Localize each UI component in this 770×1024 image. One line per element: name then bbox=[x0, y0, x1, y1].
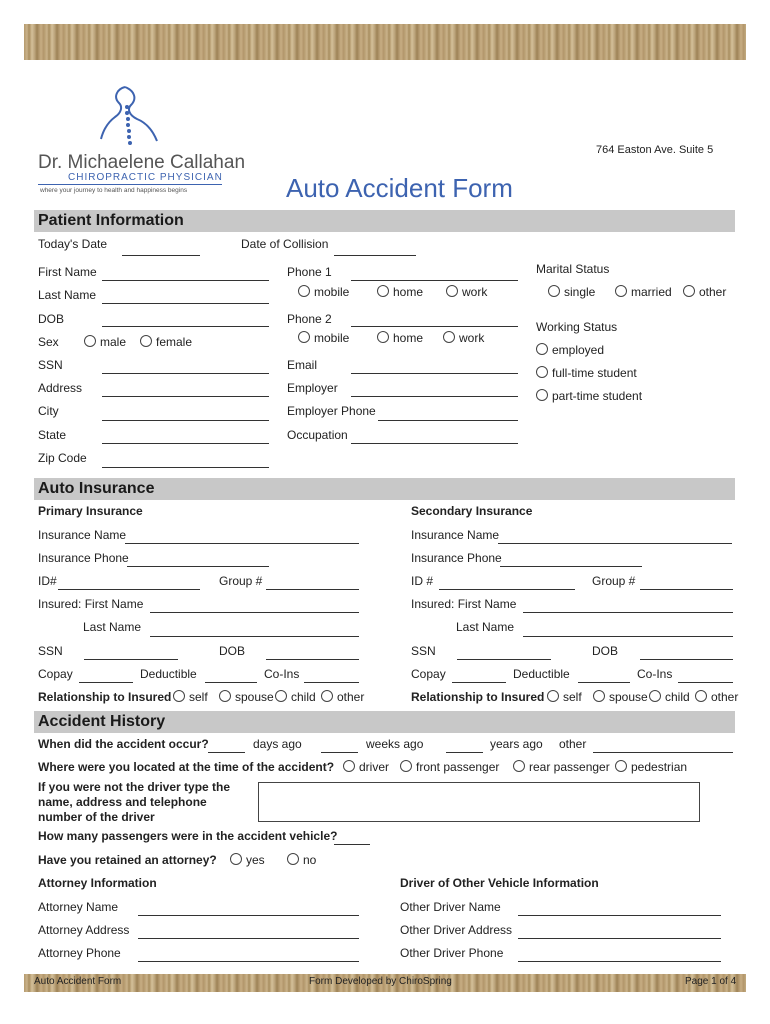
employer-phone-field[interactable] bbox=[378, 420, 518, 421]
secondary-insurance-name-field[interactable] bbox=[498, 543, 732, 544]
radio-icon[interactable] bbox=[287, 853, 299, 865]
phone2-field[interactable] bbox=[351, 326, 518, 327]
other-time-label: other bbox=[559, 737, 587, 751]
option-label: full-time student bbox=[552, 366, 637, 380]
option-label: other bbox=[711, 690, 739, 704]
first-name-label: First Name bbox=[38, 265, 97, 279]
secondary-deductible-label: Deductible bbox=[513, 667, 570, 681]
other-driver-phone-field[interactable] bbox=[518, 961, 721, 962]
radio-icon[interactable] bbox=[615, 285, 627, 297]
primary-ssn-field[interactable] bbox=[84, 659, 178, 660]
email-label: Email bbox=[287, 358, 318, 372]
option-label: child bbox=[665, 690, 690, 704]
option-label: home bbox=[393, 331, 424, 345]
primary-copay-label: Copay bbox=[38, 667, 73, 681]
option-label: female bbox=[156, 335, 193, 349]
attorney-no-option[interactable] bbox=[287, 853, 316, 867]
attorney-address-field[interactable] bbox=[138, 938, 359, 939]
secondary-ssn-label: SSN bbox=[411, 644, 436, 658]
working-employed-option[interactable] bbox=[536, 343, 604, 357]
secondary-id-field[interactable] bbox=[439, 589, 575, 590]
attorney-name-field[interactable] bbox=[138, 915, 359, 916]
date-of-collision-label: Date of Collision bbox=[241, 237, 329, 251]
phone1-mobile-option[interactable] bbox=[298, 285, 349, 299]
other-driver-name-field[interactable] bbox=[518, 915, 721, 916]
last-name-field[interactable] bbox=[102, 303, 269, 304]
secondary-insured-first-label: Insured: First Name bbox=[411, 597, 517, 611]
sex-label: Sex bbox=[38, 335, 59, 349]
section-title: Patient Information bbox=[38, 212, 184, 229]
radio-icon[interactable] bbox=[446, 285, 458, 297]
option-label: employed bbox=[552, 343, 605, 357]
primary-copay-field[interactable] bbox=[79, 682, 133, 683]
other-driver-details-textarea[interactable] bbox=[258, 782, 700, 822]
secondary-copay-label: Copay bbox=[411, 667, 446, 681]
primary-deductible-label: Deductible bbox=[140, 667, 197, 681]
address-label: Address bbox=[38, 381, 83, 395]
weeks-ago-label: weeks ago bbox=[366, 737, 424, 751]
secondary-insured-last-field[interactable] bbox=[523, 636, 733, 637]
sex-female-option[interactable] bbox=[140, 335, 192, 349]
primary-id-label: ID# bbox=[38, 574, 57, 588]
primary-insured-first-label: Insured: First Name bbox=[38, 597, 144, 611]
other-driver-address-field[interactable] bbox=[518, 938, 721, 939]
footer-form-name: Auto Accident Form bbox=[34, 976, 122, 987]
secondary-insurance-phone-label: Insurance Phone bbox=[411, 551, 502, 565]
location-driver-option[interactable] bbox=[343, 760, 389, 774]
option-label: male bbox=[100, 335, 127, 349]
other-driver-phone-label: Other Driver Phone bbox=[400, 946, 504, 960]
other-driver-info-heading: Driver of Other Vehicle Information bbox=[400, 876, 599, 890]
days-ago-field[interactable] bbox=[208, 752, 245, 753]
primary-rel-self-option[interactable] bbox=[173, 690, 208, 704]
secondary-copay-field[interactable] bbox=[452, 682, 506, 683]
city-label: City bbox=[38, 404, 59, 418]
other-driver-address-label: Other Driver Address bbox=[400, 923, 513, 937]
instruction-line: If you were not the driver type the bbox=[38, 780, 231, 794]
marital-single-option[interactable] bbox=[548, 285, 595, 299]
radio-icon[interactable] bbox=[400, 760, 412, 772]
secondary-insured-last-label: Last Name bbox=[456, 620, 515, 634]
primary-insured-first-field[interactable] bbox=[150, 612, 359, 613]
radio-icon[interactable] bbox=[615, 760, 627, 772]
radio-icon[interactable] bbox=[298, 331, 310, 343]
primary-insured-last-field[interactable] bbox=[150, 636, 359, 637]
secondary-rel-child-option[interactable] bbox=[649, 690, 690, 704]
option-label: married bbox=[631, 285, 672, 299]
secondary-dob-label: DOB bbox=[592, 644, 619, 658]
primary-insurance-heading: Primary Insurance bbox=[38, 504, 143, 518]
secondary-group-label: Group # bbox=[592, 574, 636, 588]
marital-married-option[interactable] bbox=[615, 285, 672, 299]
phone1-home-option[interactable] bbox=[377, 285, 423, 299]
option-label: other bbox=[699, 285, 727, 299]
radio-icon[interactable] bbox=[547, 690, 559, 702]
radio-icon[interactable] bbox=[173, 690, 185, 702]
radio-icon[interactable] bbox=[695, 690, 707, 702]
spine-logo-icon bbox=[95, 83, 165, 153]
primary-rel-other-option[interactable] bbox=[321, 690, 364, 704]
other-driver-name-label: Other Driver Name bbox=[400, 900, 501, 914]
attorney-question-label: Have you retained an attorney? bbox=[38, 853, 217, 867]
option-label: other bbox=[337, 690, 365, 704]
primary-group-field[interactable] bbox=[266, 589, 359, 590]
secondary-deductible-field[interactable] bbox=[578, 682, 630, 683]
employer-phone-label: Employer Phone bbox=[287, 404, 376, 418]
option-label: home bbox=[393, 285, 424, 299]
footer-developer: Form Developed by ChiroSpring bbox=[309, 976, 452, 987]
secondary-ssn-field[interactable] bbox=[457, 659, 551, 660]
years-ago-field[interactable] bbox=[446, 752, 483, 753]
radio-icon[interactable] bbox=[443, 331, 455, 343]
option-label: no bbox=[303, 853, 317, 867]
radio-icon[interactable] bbox=[377, 285, 389, 297]
primary-id-field[interactable] bbox=[58, 589, 200, 590]
radio-icon[interactable] bbox=[649, 690, 661, 702]
secondary-insurance-heading: Secondary Insurance bbox=[411, 504, 533, 518]
address-field[interactable] bbox=[102, 396, 269, 397]
option-label: mobile bbox=[314, 331, 350, 345]
attorney-name-label: Attorney Name bbox=[38, 900, 119, 914]
primary-ssn-label: SSN bbox=[38, 644, 63, 658]
patient-info-section-bar bbox=[34, 210, 735, 232]
option-label: work bbox=[462, 285, 488, 299]
form-title: Auto Accident Form bbox=[286, 173, 513, 203]
last-name-label: Last Name bbox=[38, 288, 97, 302]
attorney-address-label: Attorney Address bbox=[38, 923, 130, 937]
dob-label: DOB bbox=[38, 312, 65, 326]
secondary-id-label: ID # bbox=[411, 574, 434, 588]
radio-icon[interactable] bbox=[298, 285, 310, 297]
option-label: single bbox=[564, 285, 596, 299]
primary-dob-field[interactable] bbox=[266, 659, 359, 660]
option-label: rear passenger bbox=[529, 760, 610, 774]
city-field[interactable] bbox=[102, 420, 269, 421]
radio-icon[interactable] bbox=[536, 343, 548, 355]
option-label: self bbox=[189, 690, 208, 704]
phone2-mobile-option[interactable] bbox=[298, 331, 349, 345]
todays-date-field[interactable] bbox=[122, 255, 200, 256]
occupation-field[interactable] bbox=[351, 443, 518, 444]
radio-icon[interactable] bbox=[321, 690, 333, 702]
radio-icon[interactable] bbox=[536, 389, 548, 401]
footer-page-number: Page 1 of 4 bbox=[685, 976, 737, 987]
radio-icon[interactable] bbox=[513, 760, 525, 772]
days-ago-label: days ago bbox=[253, 737, 302, 751]
location-pedestrian-option[interactable] bbox=[615, 760, 687, 774]
state-label: State bbox=[38, 428, 67, 442]
employer-field[interactable] bbox=[351, 396, 518, 397]
instruction-line: name, address and telephone bbox=[38, 795, 207, 809]
passengers-label: How many passengers were in the accident vehicle? bbox=[38, 829, 338, 843]
secondary-insured-first-field[interactable] bbox=[523, 612, 733, 613]
radio-icon[interactable] bbox=[230, 853, 242, 865]
primary-insurance-phone-label: Insurance Phone bbox=[38, 551, 129, 565]
radio-icon[interactable] bbox=[377, 331, 389, 343]
location-rear-passenger-option[interactable] bbox=[513, 760, 610, 774]
option-label: spouse bbox=[609, 690, 648, 704]
option-label: spouse bbox=[235, 690, 274, 704]
primary-insured-last-label: Last Name bbox=[83, 620, 142, 634]
primary-group-label: Group # bbox=[219, 574, 263, 588]
employer-label: Employer bbox=[287, 381, 338, 395]
logo-subtitle: CHIROPRACTIC PHYSICIAN bbox=[68, 172, 223, 183]
where-located-label: Where were you located at the time of the accident? bbox=[38, 760, 335, 774]
dob-field[interactable] bbox=[102, 326, 269, 327]
secondary-group-field[interactable] bbox=[640, 589, 733, 590]
section-title: Auto Insurance bbox=[38, 480, 155, 497]
ssn-field[interactable] bbox=[102, 373, 269, 374]
option-label: pedestrian bbox=[631, 760, 688, 774]
zip-label: Zip Code bbox=[38, 451, 87, 465]
working-fulltime-option[interactable] bbox=[536, 366, 637, 380]
primary-dob-label: DOB bbox=[219, 644, 246, 658]
section-title: Accident History bbox=[38, 713, 166, 730]
primary-insurance-name-label: Insurance Name bbox=[38, 528, 127, 542]
header-wood-banner bbox=[24, 24, 746, 60]
secondary-insurance-phone-field[interactable] bbox=[500, 566, 642, 567]
email-field[interactable] bbox=[351, 373, 518, 374]
radio-icon[interactable] bbox=[140, 335, 152, 347]
secondary-dob-field[interactable] bbox=[640, 659, 733, 660]
primary-coins-label: Co-Ins bbox=[264, 667, 300, 681]
attorney-phone-label: Attorney Phone bbox=[38, 946, 121, 960]
secondary-insurance-name-label: Insurance Name bbox=[411, 528, 500, 542]
attorney-phone-field[interactable] bbox=[138, 961, 359, 962]
state-field[interactable] bbox=[102, 443, 269, 444]
passengers-field[interactable] bbox=[334, 844, 370, 845]
option-label: driver bbox=[359, 760, 390, 774]
primary-relationship-label: Relationship to Insured bbox=[38, 690, 172, 704]
radio-icon[interactable] bbox=[593, 690, 605, 702]
secondary-coins-field[interactable] bbox=[678, 682, 733, 683]
years-ago-label: years ago bbox=[490, 737, 543, 751]
marital-other-option[interactable] bbox=[683, 285, 726, 299]
logo-tagline: where your journey to health and happiness begins bbox=[40, 187, 188, 194]
primary-rel-child-option[interactable] bbox=[275, 690, 316, 704]
secondary-rel-spouse-option[interactable] bbox=[593, 690, 648, 704]
radio-icon[interactable] bbox=[275, 690, 287, 702]
phone2-label: Phone 2 bbox=[287, 312, 332, 326]
logo-name: Dr. Michaelene Callahan bbox=[38, 152, 246, 173]
working-status-label: Working Status bbox=[536, 320, 618, 334]
secondary-rel-other-option[interactable] bbox=[695, 690, 738, 704]
not-driver-instructions bbox=[38, 780, 230, 825]
sex-male-option[interactable] bbox=[84, 335, 126, 349]
secondary-rel-self-option[interactable] bbox=[547, 690, 582, 704]
attorney-info-heading: Attorney Information bbox=[38, 876, 157, 890]
option-label: work bbox=[459, 331, 485, 345]
radio-icon[interactable] bbox=[343, 760, 355, 772]
todays-date-label: Today's Date bbox=[38, 237, 107, 251]
option-label: front passenger bbox=[416, 760, 500, 774]
logo-divider bbox=[38, 184, 222, 185]
primary-rel-spouse-option[interactable] bbox=[219, 690, 274, 704]
phone1-label: Phone 1 bbox=[287, 265, 332, 279]
attorney-yes-option[interactable] bbox=[230, 853, 265, 867]
radio-icon[interactable] bbox=[536, 366, 548, 378]
secondary-relationship-label: Relationship to Insured bbox=[411, 690, 545, 704]
date-of-collision-field[interactable] bbox=[334, 255, 416, 256]
auto-insurance-section-bar bbox=[34, 478, 735, 500]
phone1-work-option[interactable] bbox=[446, 285, 487, 299]
primary-deductible-field[interactable] bbox=[205, 682, 257, 683]
radio-icon[interactable] bbox=[84, 335, 96, 347]
primary-coins-field[interactable] bbox=[304, 682, 359, 683]
option-label: part-time student bbox=[552, 389, 643, 403]
ssn-label: SSN bbox=[38, 358, 63, 372]
marital-status-label: Marital Status bbox=[536, 262, 610, 276]
primary-insurance-phone-field[interactable] bbox=[127, 566, 269, 567]
zip-field[interactable] bbox=[102, 467, 269, 468]
phone2-home-option[interactable] bbox=[377, 331, 423, 345]
location-front-passenger-option[interactable] bbox=[400, 760, 499, 774]
option-label: yes bbox=[246, 853, 265, 867]
working-parttime-option[interactable] bbox=[536, 389, 642, 403]
primary-insurance-name-field[interactable] bbox=[125, 543, 359, 544]
option-label: mobile bbox=[314, 285, 350, 299]
radio-icon[interactable] bbox=[683, 285, 695, 297]
occupation-label: Occupation bbox=[287, 428, 348, 442]
radio-icon[interactable] bbox=[219, 690, 231, 702]
other-time-field[interactable] bbox=[593, 752, 733, 753]
accident-history-section-bar bbox=[34, 711, 735, 733]
option-label: child bbox=[291, 690, 316, 704]
first-name-field[interactable] bbox=[102, 280, 269, 281]
instruction-line: number of the driver bbox=[38, 810, 155, 824]
practice-address: 764 Easton Ave. Suite 5 bbox=[596, 144, 714, 156]
radio-icon[interactable] bbox=[548, 285, 560, 297]
weeks-ago-field[interactable] bbox=[321, 752, 358, 753]
secondary-coins-label: Co-Ins bbox=[637, 667, 673, 681]
when-accident-label: When did the accident occur? bbox=[38, 737, 209, 751]
phone2-work-option[interactable] bbox=[443, 331, 484, 345]
phone1-field[interactable] bbox=[351, 280, 518, 281]
option-label: self bbox=[563, 690, 582, 704]
